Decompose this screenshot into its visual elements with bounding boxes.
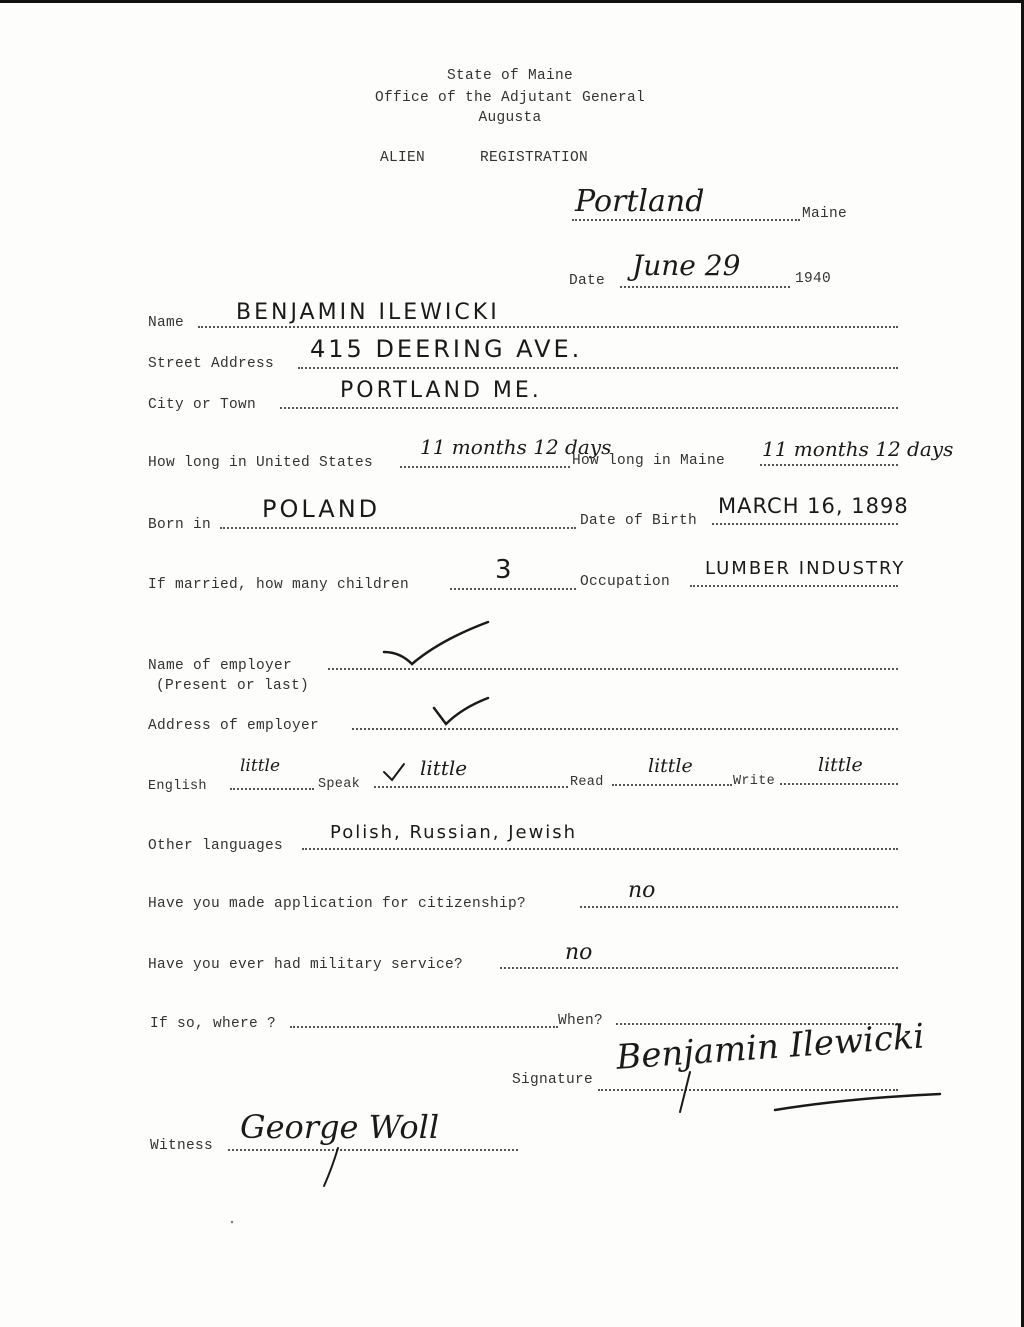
speak-value: little: [420, 756, 468, 780]
signature-label: Signature: [512, 1072, 594, 1088]
born-in-value: POLAND: [262, 495, 381, 523]
street-value: 415 DEERING AVE.: [310, 335, 583, 363]
read-label: Read: [570, 775, 604, 790]
header-state: State of Maine: [446, 68, 574, 84]
place-suffix: Maine: [802, 206, 848, 222]
signature-descender: [680, 1072, 690, 1112]
how-long-me-label: How long in Maine: [572, 453, 726, 469]
how-long-me-value: 11 months 12 days: [762, 437, 954, 461]
employer-checkmark: [384, 622, 488, 664]
born-in-label: Born in: [148, 517, 212, 533]
military-value: no: [565, 940, 593, 965]
city-value: PORTLAND ME.: [340, 378, 542, 403]
witness-descender: [324, 1148, 338, 1186]
when-label: When?: [558, 1013, 604, 1029]
read-value: little: [648, 755, 693, 777]
employer-label: Name of employer: [148, 658, 293, 674]
write-label: Write: [733, 774, 776, 789]
employer-address-label: Address of employer: [148, 718, 320, 734]
dob-value: MARCH 16, 1898: [718, 494, 909, 518]
signature-value: Benjamin Ilewicki: [615, 1016, 926, 1078]
how-long-us-label: How long in United States: [148, 455, 374, 471]
form-title-registration: REGISTRATION: [480, 150, 589, 166]
military-label: Have you ever had military service?: [148, 957, 464, 973]
header-city: Augusta: [478, 110, 542, 126]
date-label: Date: [569, 273, 606, 289]
date-value: June 29: [632, 249, 741, 282]
citizenship-value: no: [628, 878, 656, 903]
street-label: Street Address: [148, 356, 275, 372]
header-office: Office of the Adjutant General: [374, 90, 646, 106]
how-long-us-value: 11 months 12 days: [420, 435, 612, 459]
where-label: If so, where ?: [150, 1016, 277, 1032]
city-label: City or Town: [148, 397, 257, 413]
other-languages-value: Polish, Russian, Jewish: [330, 822, 578, 843]
dob-label: Date of Birth: [580, 513, 698, 529]
name-label: Name: [148, 315, 185, 331]
citizenship-label: Have you made application for citizenship?: [148, 896, 527, 912]
occupation-value: LUMBER INDUSTRY: [705, 558, 906, 579]
date-year: 1940: [795, 271, 832, 287]
employer-address-checkmark: [434, 698, 488, 724]
english-value: little: [240, 756, 281, 776]
write-value: little: [818, 754, 863, 776]
occupation-label: Occupation: [580, 574, 671, 590]
other-languages-label: Other languages: [148, 838, 284, 854]
employer-sublabel: (Present or last): [156, 678, 310, 694]
name-value: BENJAMIN ILEWICKI: [236, 300, 500, 325]
signature-underline: [775, 1094, 940, 1110]
witness-label: Witness: [150, 1138, 214, 1154]
speak-label: Speak: [318, 777, 361, 792]
children-value: 3: [495, 555, 515, 585]
place-value: Portland: [575, 184, 705, 219]
scan-speck: [231, 1221, 233, 1223]
form-title-alien: ALIEN: [380, 150, 426, 166]
speak-checkmark: [384, 764, 404, 780]
children-label: If married, how many children: [148, 577, 410, 593]
witness-value: George Woll: [240, 1108, 440, 1146]
english-label: English: [148, 779, 207, 794]
